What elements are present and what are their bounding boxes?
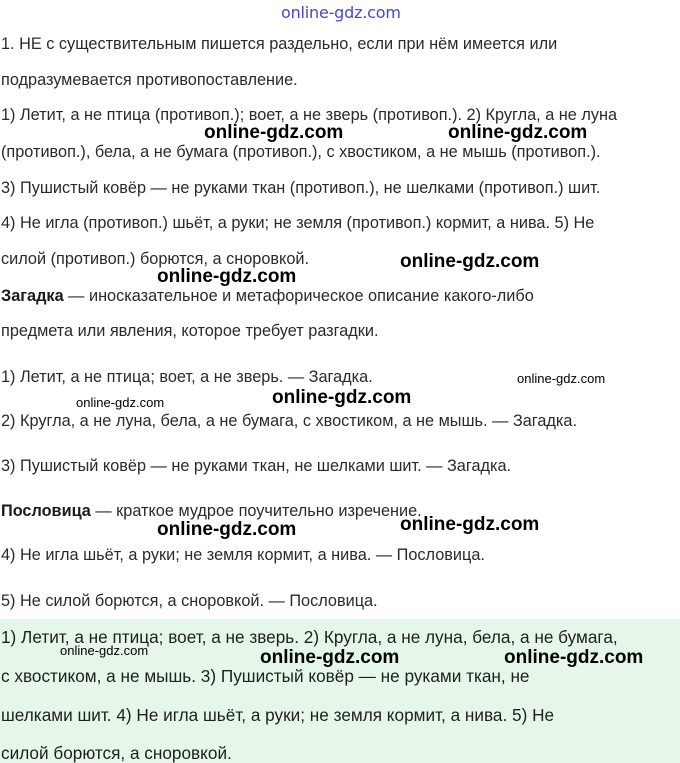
watermark-overlay: online-gdz.com (260, 647, 400, 668)
proverb-item-5: 5) Не силой борются, а сноровкой. — Пословица. (1, 592, 378, 610)
answer-line-2: с хвостиком, а не мышь. 3) Пушистый ковёр — не руками ткан, не (1, 666, 530, 686)
riddle-item-3: 3) Пушистый ковёр — не руками ткан, не шелками шит. — Загадка. (1, 457, 512, 475)
rule-line-1: 1. НЕ с существительным пишется раздельно, если при нём имеется или (1, 35, 558, 53)
examples-line-5: силой (противоп.) борются, а сноровкой. (1, 250, 310, 268)
proverb-definition-text: — краткое мудрое поучительно изречение. (90, 502, 422, 520)
answer-line-4: силой борются, а сноровкой. (1, 743, 232, 763)
watermark-overlay: online-gdz.com (272, 387, 412, 408)
proverb-item-4: 4) Не игла шьёт, а руки; не земля кормит, а нива. — Пословица. (1, 546, 485, 564)
examples-line-2: (противоп.), бела, а не бумага (противоп.), с хвостиком, а не мышь (противоп.). (1, 143, 601, 161)
examples-line-4: 4) Не игла (противоп.) шьёт, а руки; не земля (противоп.) кормит, а нива. 5) Не (1, 214, 595, 232)
watermark-overlay: online-gdz.com (400, 251, 540, 272)
watermark-overlay: online-gdz.com (60, 643, 149, 658)
answer-block (0, 619, 680, 763)
watermark-overlay: online-gdz.com (76, 395, 165, 410)
watermark-overlay: online-gdz.com (448, 122, 588, 143)
riddle-item-2: 2) Кругла, а не луна, бела, а не бумага, с хвостиком, а не мышь. — Загадка. (1, 412, 577, 430)
riddle-definition-line-2: предмета или явления, которое требует разгадки. (1, 322, 379, 340)
riddle-term: Загадка (1, 287, 64, 305)
watermark-overlay: online-gdz.com (157, 519, 297, 540)
riddle-definition-text: — иносказательное и метафорическое описание какого-либо (63, 287, 534, 305)
watermark-overlay: online-gdz.com (504, 647, 644, 668)
riddle-definition (1, 286, 534, 306)
riddle-item-1: 1) Летит, а не птица; воет, а не зверь. — Загадка. (1, 368, 373, 386)
watermark-overlay: online-gdz.com (517, 371, 606, 386)
watermark-overlay: online-gdz.com (157, 266, 297, 287)
proverb-term: Пословица (1, 502, 91, 520)
answer-line-1: 1) Летит, а не птица; воет, а не зверь. 2) Кругла, а не луна, бела, а не бумага, (1, 627, 618, 647)
examples-line-3: 3) Пушистый ковёр — не руками ткан (противоп.), не шелками (противоп.) шит. (1, 179, 601, 197)
site-watermark-top: online-gdz.com (281, 3, 401, 22)
proverb-definition (1, 501, 422, 521)
answer-line-3: шелками шит. 4) Не игла шьёт, а руки; не земля кормит, а нива. 5) Не (1, 705, 555, 725)
watermark-overlay: online-gdz.com (400, 514, 540, 535)
rule-line-2: подразумевается противопоставление. (1, 71, 298, 89)
examples-line-1: 1) Летит, а не птица (противоп.); воет, а не зверь (противоп.). 2) Кругла, а не луна (1, 106, 618, 124)
watermark-overlay: online-gdz.com (204, 122, 344, 143)
